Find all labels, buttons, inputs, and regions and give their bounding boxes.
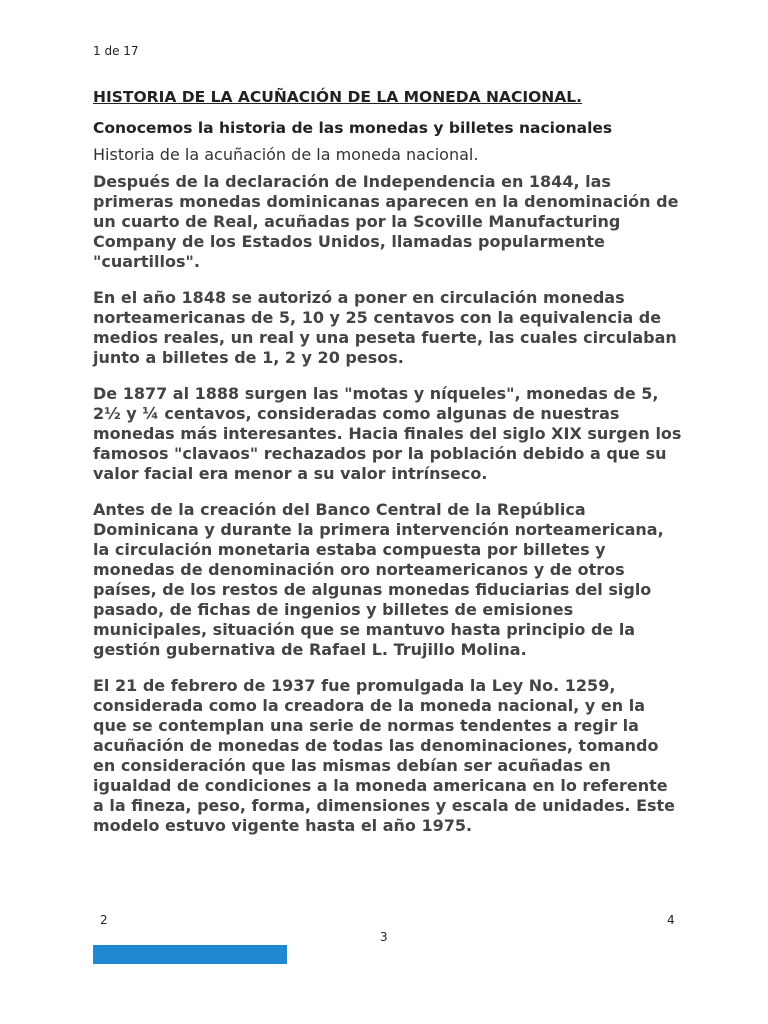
page-counter: 1 de 17 [93,44,139,58]
paragraph: Antes de la creación del Banco Central de la República Dominicana y durante la primera intervención norteamericana, la circulación monetaria estaba compuesta por billetes y monedas de denominación oro norteamericanos y de otros países, de los restos de algunas monedas fiduciarias del siglo pasado, de fichas de ingenios y billetes de emisiones municipales, situación que se mantuvo hasta principio de la gestión gubernativa de Rafael L. Trujillo Molina. [93,500,664,659]
document-body [93,86,683,852]
document-subtitle: Conocemos la historia de las monedas y billetes nacionales [93,119,613,137]
document-title: HISTORIA DE LA ACUÑACIÓN DE LA MONEDA NACIONAL. [93,88,583,106]
paragraph: De 1877 al 1888 surgen las "motas y níqueles", monedas de 5, 2½ y ¼ centavos, consideradas como algunas de nuestras monedas más interesantes. Hacia finales del siglo XIX surgen los famosos "clavaos" rechazados por la población debido a que su valor facial era menor a su valor intrínseco. [93,384,682,483]
paragraph: En el año 1848 se autorizó a poner en circulación monedas norteamericanas de 5, 10 y 25 centavos con la equivalencia de medios reales, un real y una peseta fuerte, las cuales circulaban junto a billetes de 1, 2 y 20 pesos. [93,288,677,367]
accent-bar [93,945,287,964]
page-link-4[interactable]: 4 [667,913,675,927]
document-lead: Historia de la acuñación de la moneda nacional. [93,145,479,164]
page-link-2[interactable]: 2 [100,913,108,927]
paragraph: Después de la declaración de Independencia en 1844, las primeras monedas dominicanas aparecen en la denominación de un cuarto de Real, acuñadas por la Scoville Manufacturing Company de los Estados Unidos, llamadas popularmente "cuartillos". [93,172,679,271]
page-link-3[interactable]: 3 [380,930,388,944]
paragraph: El 21 de febrero de 1937 fue promulgada la Ley No. 1259, considerada como la creadora de la moneda nacional, y en la que se contemplan una serie de normas tendentes a regir la acuñación de monedas de todas las denominaciones, tomando en consideración que las mismas debían ser acuñadas en igualdad de condiciones a la moneda americana en lo referente a la fineza, peso, forma, dimensiones y escala de unidades. Este modelo estuvo vigente hasta el año 1975. [93,676,676,835]
